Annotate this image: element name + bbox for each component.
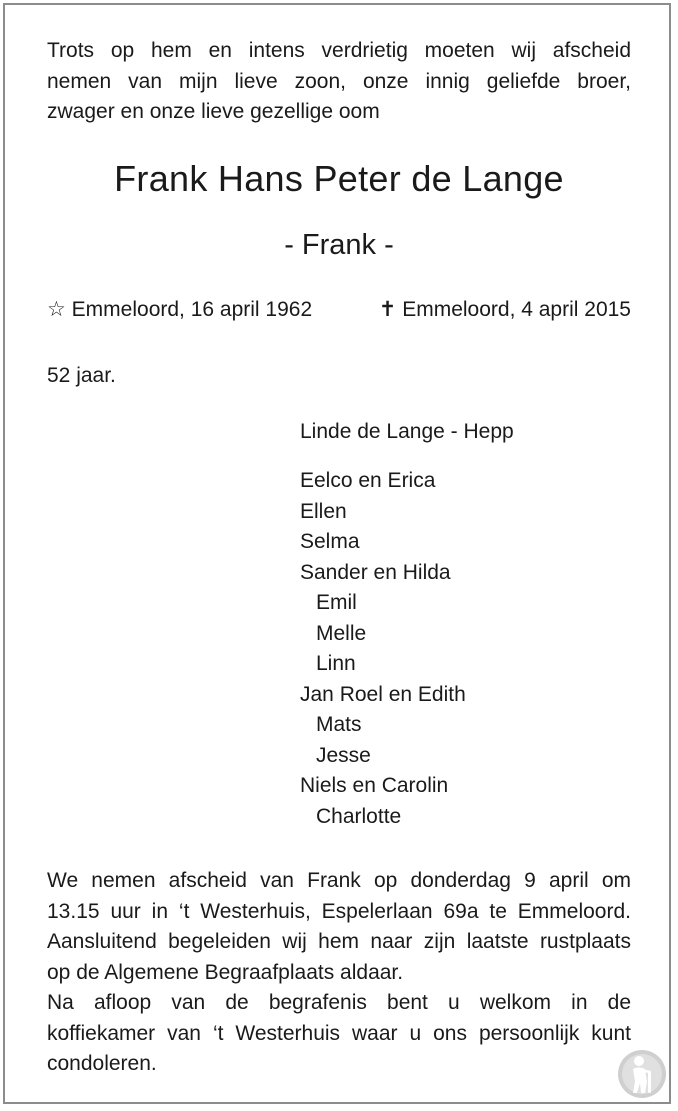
- family-grandchild: Charlotte: [316, 804, 402, 828]
- family-member: Sander en Hilda: [300, 560, 451, 584]
- death-text: Emmeloord, 4 april 2015: [402, 298, 631, 321]
- family-member: Jan Roel en Edith: [300, 682, 466, 706]
- family-member: Ellen: [300, 499, 347, 523]
- nickname: - Frank -: [284, 229, 394, 261]
- closing-line: We nemen afscheid van Frank op donderdag 9 april om: [47, 869, 631, 892]
- family-grandchild: Emil: [316, 591, 357, 614]
- deceased-name: Frank Hans Peter de Lange: [114, 158, 564, 199]
- intro-line: nemen van mijn lieve zoon, onze innig geliefde broer,: [47, 69, 631, 93]
- dates-line: [47, 297, 631, 322]
- family-grandchild: Jesse: [316, 743, 371, 767]
- birth-text: Emmeloord, 16 april 1962: [71, 298, 313, 321]
- closing-line: Na afloop van de begrafenis bent u welkom in de: [47, 991, 631, 1014]
- death-info: [379, 297, 631, 322]
- closing-line: 13.15 uur in ‘t Westerhuis, Espelerlaan 69a te Emmeloord.: [47, 899, 631, 923]
- cross-icon: ✝: [378, 298, 397, 321]
- age-text: 52 jaar.: [47, 364, 116, 387]
- spouse-name: Linde de Lange - Hepp: [300, 420, 514, 443]
- closing-text: [47, 866, 631, 1080]
- family-grandchild: Mats: [316, 713, 362, 736]
- closing-line: koffiekamer van ‘t Westerhuis waar u ons persoonlijk kunt: [47, 1021, 631, 1045]
- family-list: [300, 420, 514, 832]
- family-member: Niels en Carolin: [300, 774, 449, 797]
- intro-text: [47, 36, 631, 128]
- family-member: Eelco en Erica: [300, 469, 436, 492]
- closing-line: op de Algemene Begraafplaats aldaar.: [47, 960, 404, 984]
- star-icon: ☆: [47, 298, 66, 321]
- closing-line: condoleren.: [47, 1052, 157, 1075]
- closing-line: Aansluitend begeleiden wij hem naar zijn laatste rustplaats: [47, 930, 631, 953]
- family-member: Selma: [300, 530, 360, 553]
- memorial-figure-icon: [617, 1049, 667, 1099]
- birth-info: [47, 297, 312, 322]
- intro-line: zwager en onze lieve gezellige oom: [47, 100, 380, 123]
- intro-line: Trots op hem en intens verdrietig moeten wij afscheid: [47, 39, 631, 62]
- family-grandchild: Melle: [316, 621, 367, 645]
- family-grandchild: Linn: [316, 652, 356, 675]
